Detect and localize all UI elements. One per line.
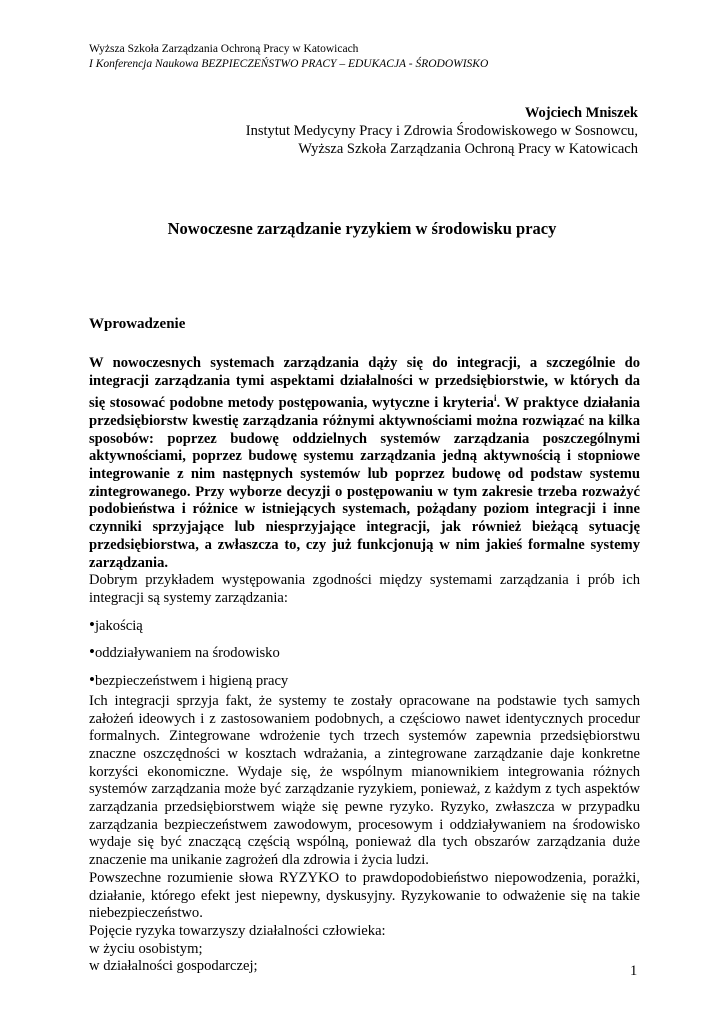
header-conference: I Konferencja Naukowa BEZPIECZEŃSTWO PRACY – EDUKACJA - ŚRODOWISKO [89,58,489,70]
risk-definition-paragraph: Powszechne rozumienie słowa RYZYKO to prawdopodobieństwo niepowodzenia, porażki, działanie, którego efekt jest niepewny, dyskusyjny. Ryzykowanie to odważenie się na takie niebezpieczeństwo. [89,869,640,922]
example-paragraph: Dobrym przykładem występowania zgodności między systemami zarządzania i prób ich integracji są systemy zarządzania: [89,572,640,606]
intro-paragraph [89,355,640,572]
bullet-icon: • [89,614,95,634]
risk-concept-paragraph: Pojęcie ryzyka towarzyszy działalności człowieka: [89,922,386,939]
author-affiliation-2: Wyższa Szkoła Zarządzania Ochroną Pracy w Katowicach [298,141,638,157]
paper-title: Nowoczesne zarządzanie ryzykiem w środowisku pracy [167,219,557,238]
page-number: 1 [630,963,638,979]
list-item [89,671,640,691]
integration-paragraph: Ich integracji sprzyja fakt, że systemy te zostały opracowane na podstawie tych samych założeń ideowych i z zastosowaniem podobnych, a częściowo nawet identycznych procedur formalnych. Zintegrowane wdrożenie tych trzech systemów zapewnia przedsiębiorstwu znaczne oszczędności w kosztach wdrażania, a zintegrowane zarządzanie daje konkretne korzyści ekonomiczne. Wydaje się, że wspólnym mianownikiem integrowania różnych systemów zarządzania może być zarządzanie ryzykiem, ponieważ, z każdym z tych aspektów zarządzania przedsiębiorstwem wiąże się pewne ryzyko. Ryzyko, zwłaszcza w przypadku zarządzania bezpieczeństwem zawodowym, procesowym i oddziaływaniem na środowisko wydaje się być znaczącą częścią wspólną, ponieważ dla tych obszarów zarządzania duże znaczenie ma unikanie zagrożeń dla zdrowia i życia ludzi. [89,692,640,869]
intro-text-part1: W nowoczesnych systemach zarządzania dąży się do integracji, a szczególnie do integracji zarządzania tymi aspektami działalności w przedsiębiorstwie, w których da się stosować podobne metody postępowania, wytyczne i kryteria [89,355,640,412]
bullet-icon: • [89,642,95,662]
list-item-text: bezpieczeństwem i higieną pracy [94,673,289,690]
author-affiliation-1: Instytut Medycyny Pracy i Zdrowia Środowiskowego w Sosnowcu, [245,123,638,139]
running-header [89,42,488,72]
list-item [89,643,640,663]
header-institution: Wyższa Szkoła Zarządzania Ochroną Pracy w Katowicach [89,43,359,55]
author-name: Wojciech Mniszek [524,105,638,121]
intro-text-part2: . W praktyce działania przedsiębiorstw kwestię zarządzania różnymi aktywnościami można rozwiązać na kilka sposobów: poprzez budowę oddzielnych systemów zarządzania poszczególnymi aktywnościami, poprzez budowę systemu zarządzania jedną aktywnością i stopniowe integrowanie z nim następnych systemów lub poprzez budowę od podstaw systemu zintegrowanego. Przy wyborze decyzji o postępowaniu w tym zakresie trzeba rozważyć podobieństwa i różnice w istniejących systemach, pożądany poziom integracji i inne czynniki sprzyjające lub niesprzyjające integracji, jak również bieżącą sytuację przedsiębiorstwa, a zwłaszcza to, czy już funkcjonują w nim jakieś formalne systemy zarządzania. [89,395,640,571]
personal-life-line: w życiu osobistym; [89,940,203,957]
section-heading: Wprowadzenie [89,316,186,332]
footnote-mark: i [493,393,497,404]
list-item-text: oddziaływaniem na środowisko [94,645,280,662]
list-item [89,616,640,636]
bullet-icon: • [89,670,95,690]
list-item-text: jakością [94,617,143,634]
body-text [89,355,640,976]
economic-activity-line: w działalności gospodarczej; [89,958,258,975]
author-block [246,104,638,158]
